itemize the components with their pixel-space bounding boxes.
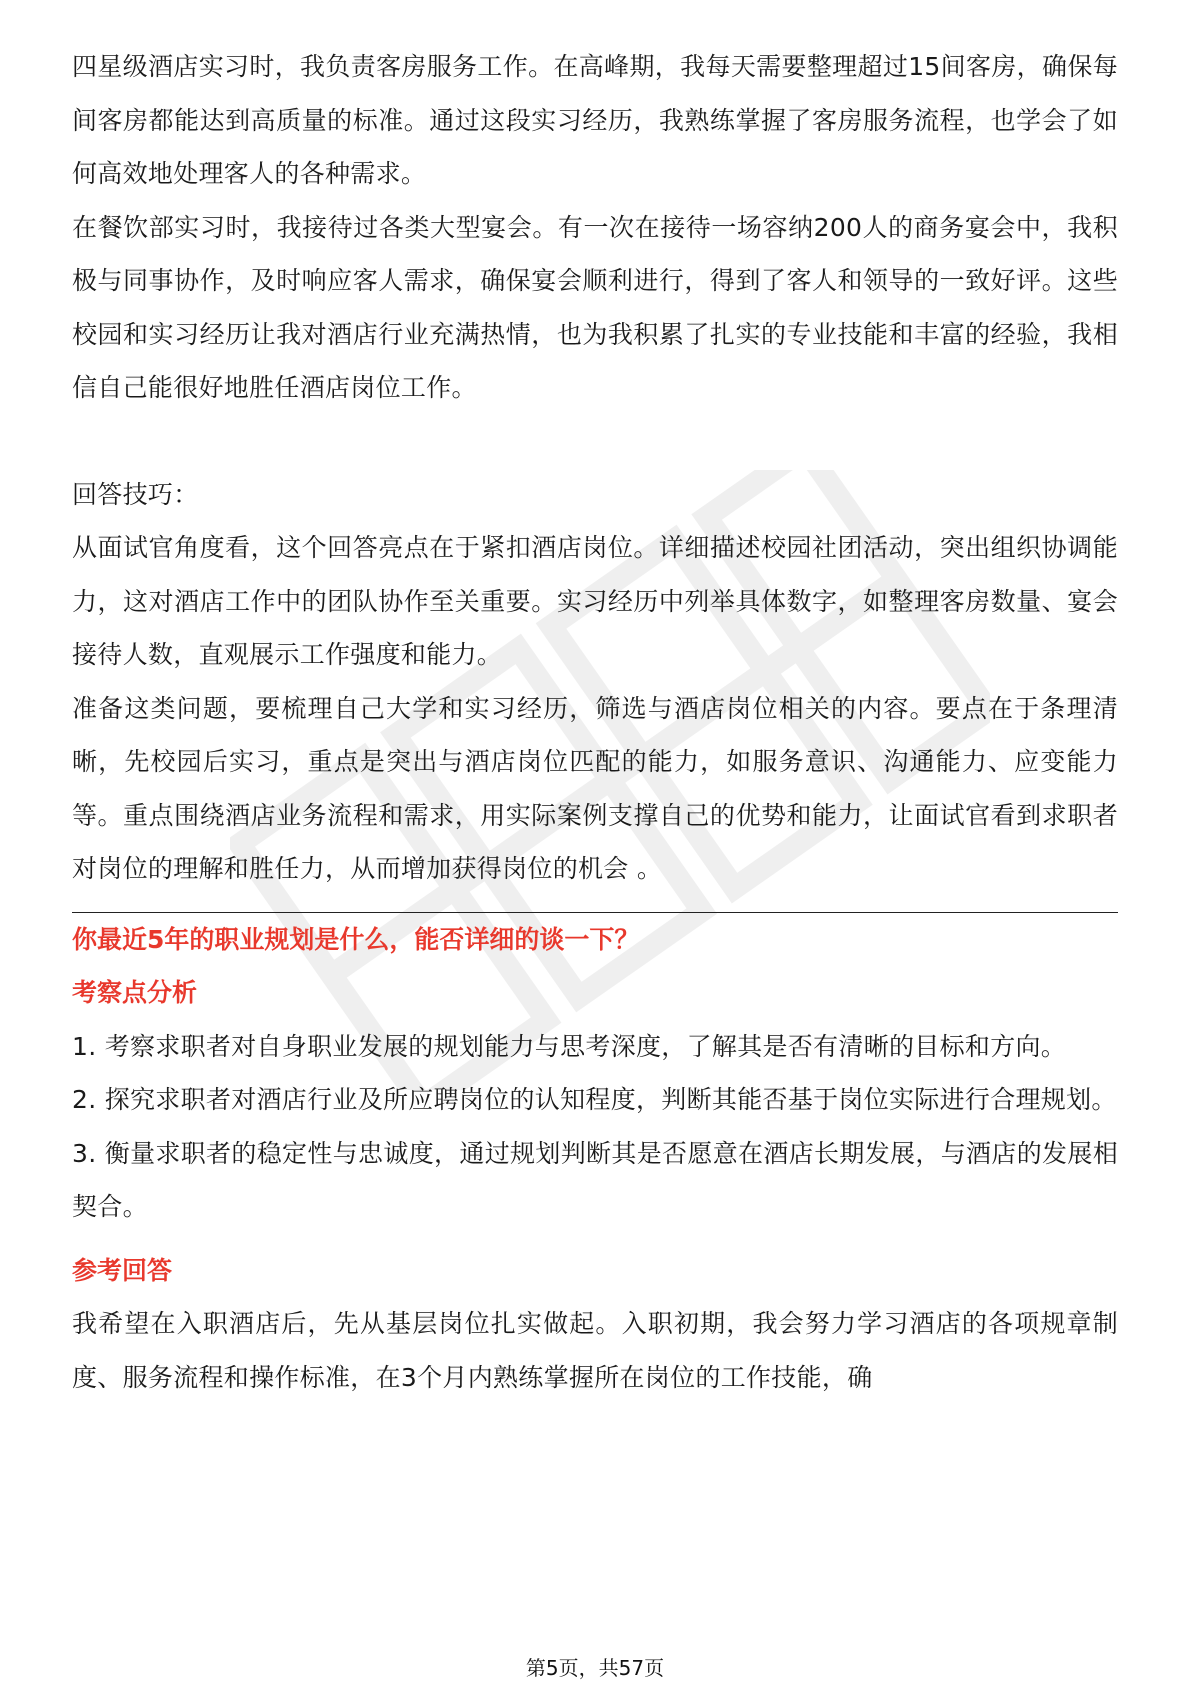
analysis-item-1: 1. 考察求职者对自身职业发展的规划能力与思考深度，了解其是否有清晰的目标和方向。 [72, 1031, 1067, 1061]
answer-paragraph-1: 我希望在入职酒店后，先从基层岗位扎实做起。入职初期，我会努力学习酒店的各项规章制度、服务流程和操作标准，在3个月内熟练掌握所在岗位的工作技能，确 [72, 1309, 1118, 1392]
intro-paragraph-1: 四星级酒店实习时，我负责客房服务工作。在高峰期，我每天需要整理超过15间客房，确保每间客房都能达到高质量的标准。通过这段实习经历，我熟练掌握了客房服务流程，也学会了如何高效地处理客人的各种需求。 [72, 52, 1118, 188]
question-title: 你最近5年的职业规划是什么，能否详细的谈一下？ [72, 924, 640, 954]
document-page [72, 40, 1118, 1404]
analysis-item-2: 2. 探究求职者对酒店行业及所应聘岗位的认知程度，判断其能否基于岗位实际进行合理规划。 [72, 1085, 1117, 1114]
tips-heading: 回答技巧： [72, 479, 199, 509]
tips-paragraph-2: 准备这类问题，要梳理自己大学和实习经历，筛选与酒店岗位相关的内容。要点在于条理清晰，先校园后实习，重点是突出与酒店岗位匹配的能力，如服务意识、沟通能力、应变能力等。重点围绕酒店业务流程和需求，用实际案例支撑自己的优势和能力，让面试官看到求职者对岗位的理解和胜任力，从而增加获得岗位的机会 。 [72, 693, 1118, 883]
page-number: 第5页，共57页 [525, 1656, 665, 1680]
answer-heading: 参考回答 [72, 1255, 173, 1285]
tips-paragraph-1: 从面试官角度看，这个回答亮点在于紧扣酒店岗位。详细描述校园社团活动，突出组织协调能力，这对酒店工作中的团队协作至关重要。实习经历中列举具体数字，如整理客房数量、宴会接待人数，直观展示工作强度和能力。 [72, 533, 1118, 669]
intro-paragraph-2: 在餐饮部实习时，我接待过各类大型宴会。有一次在接待一场容纳200人的商务宴会中，我积极与同事协作，及时响应客人需求，确保宴会顺利进行，得到了客人和领导的一致好评。这些校园和实习经历让我对酒店行业充满热情，也为我积累了扎实的专业技能和丰富的经验，我相信自己能很好地胜任酒店岗位工作。 [72, 212, 1118, 402]
analysis-heading: 考察点分析 [72, 978, 198, 1007]
analysis-item-3: 3. 衡量求职者的稳定性与忠诚度，通过规划判断其是否愿意在酒店长期发展，与酒店的发展相契合。 [72, 1138, 1118, 1221]
